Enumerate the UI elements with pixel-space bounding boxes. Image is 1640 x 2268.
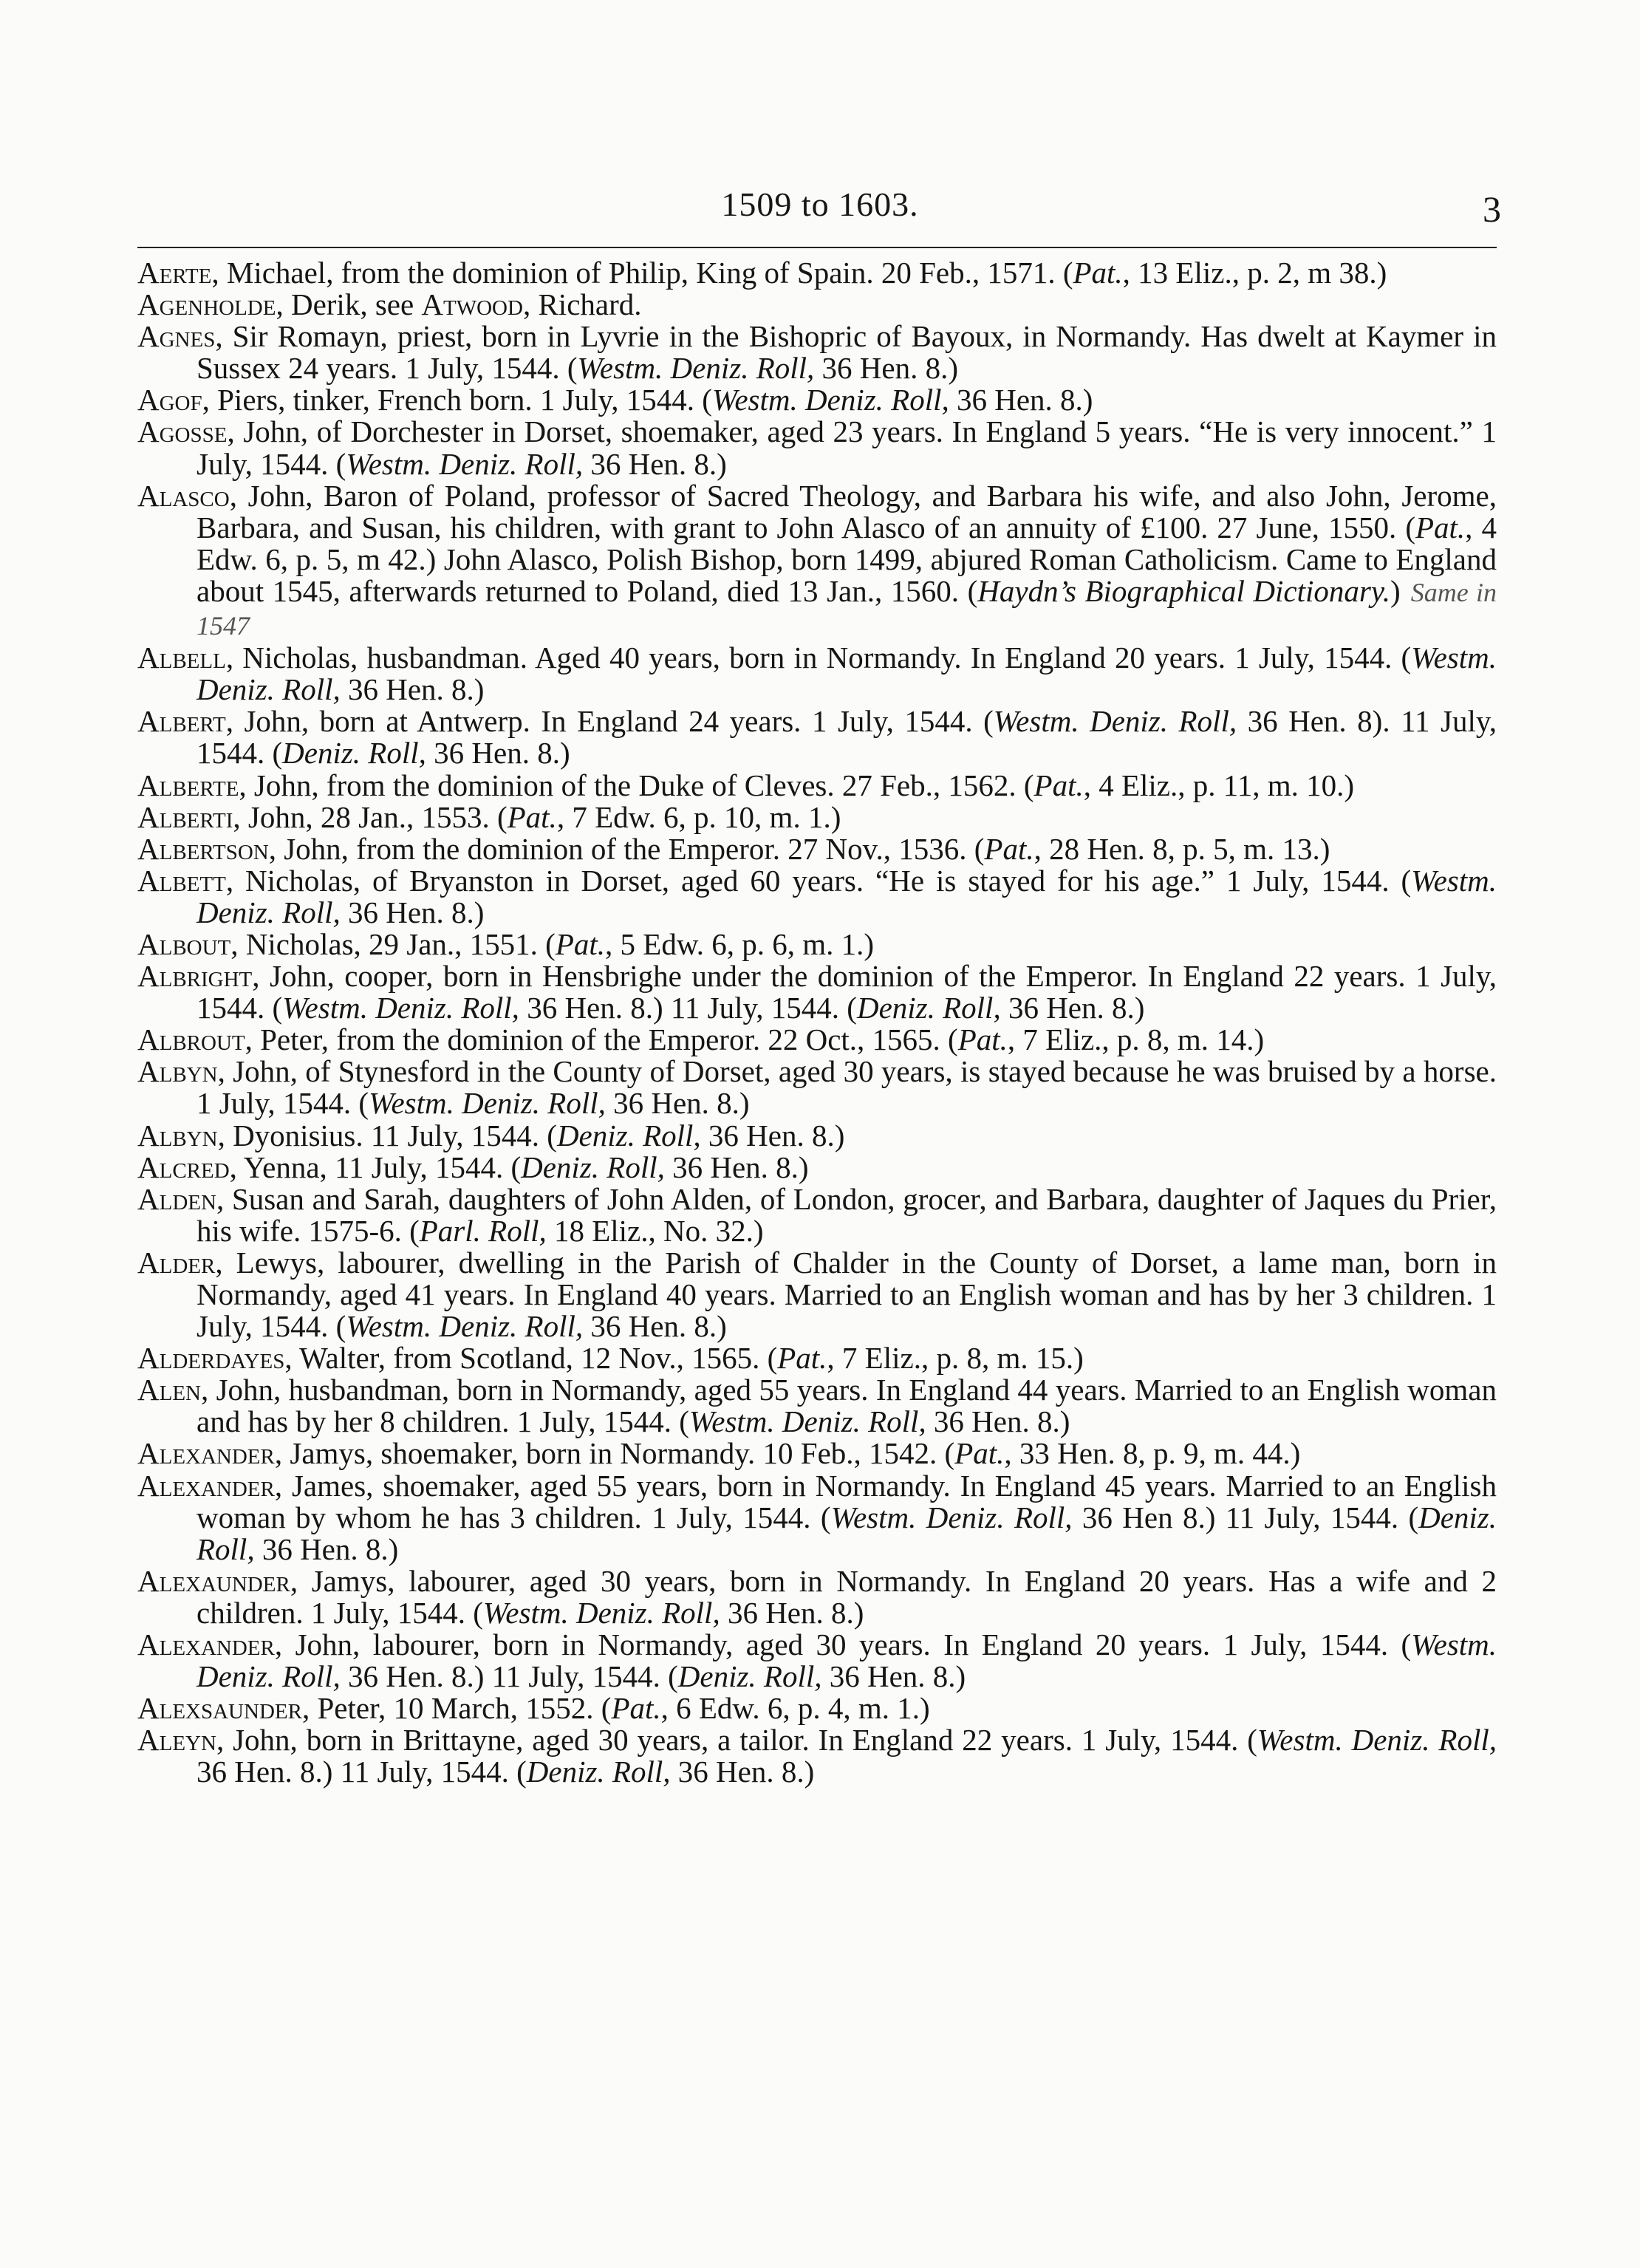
entry-text: , John, cooper, born in Hensbrighe under the dominion of the Emperor. In England 22 years. 1 July, 1544. ( — [197, 959, 1497, 1025]
source-citation: Pat. — [1415, 510, 1466, 544]
surname: Albout — [137, 926, 231, 961]
entry-text: , Michael, from the dominion of Philip, King of Spain. 20 Feb., 1571. ( — [211, 256, 1073, 290]
surname: Albyn — [137, 1054, 218, 1089]
entry-text: 36 Hen. 8.) — [700, 1118, 845, 1152]
entry-text: , Nicholas, 29 Jan., 1551. ( — [230, 926, 556, 961]
entry — [137, 1056, 1497, 1119]
entry-text: , John, 28 Jan., 1553. ( — [233, 799, 508, 834]
entry-text: ) — [1390, 573, 1401, 608]
entry-text: 36 Hen 8.) 11 July, 1544. ( — [1072, 1500, 1419, 1534]
source-citation: Westm. Deniz. Roll, — [369, 1086, 606, 1121]
surname: Alen — [137, 1373, 201, 1407]
entry — [137, 1629, 1497, 1693]
entry-text: 36 Hen. 8). 11 July, 1544. ( — [197, 704, 1497, 771]
source-citation: Deniz. Roll, — [282, 736, 426, 771]
entry-text: 36 Hen. 8.) — [605, 1086, 750, 1121]
surname: Albertson — [137, 831, 269, 866]
source-citation: Westm. Deniz. Roll, — [482, 1595, 720, 1630]
source-citation: Deniz. Roll, — [197, 1500, 1497, 1566]
source-citation: Pat. — [957, 1022, 1008, 1057]
entry-text: , John, of Dorchester in Dorset, shoemaker, aged 23 years. In England 5 years. “He is very innocent.” 1 July, 1544. ( — [197, 414, 1497, 481]
source-citation: Pat. — [1033, 768, 1084, 802]
entry-text: , Nicholas, of Bryanston in Dorset, aged 60 years. “He is stayed for his age.” 1 July, 1544. ( — [225, 863, 1412, 898]
surname: Alexander — [137, 1436, 275, 1471]
entry-text: 36 Hen. 8.) — [1000, 991, 1145, 1025]
entry — [137, 416, 1497, 479]
surname: Albright — [137, 959, 253, 994]
entry-text: 36 Hen. 8.) — [821, 1659, 966, 1694]
surname: Alderdayes — [137, 1341, 285, 1376]
entry — [137, 1120, 1497, 1152]
source-citation: Pat. — [507, 799, 557, 834]
source-citation: Pat. — [555, 926, 606, 961]
source-citation: Deniz. Roll, — [856, 991, 1001, 1025]
entry — [137, 1438, 1497, 1469]
entry — [137, 926, 1497, 961]
entry-text: , 13 Eliz., p. 2, m 38.) — [1122, 256, 1387, 290]
entry-text: 36 Hen. 8.) 11 July, 1544. ( — [340, 1659, 678, 1694]
entry-text: 36 Hen. 8.) 11 July, 1544. ( — [519, 991, 857, 1025]
entry-text: , 7 Edw. 6, p. 10, m. 1.) — [556, 799, 841, 834]
running-title: 1509 to 1603. — [721, 185, 919, 223]
entry-text: , 7 Eliz., p. 8, m. 15.) — [827, 1341, 1084, 1376]
entry-text: , John, husbandman, born in Normandy, aged 55 years. In England 44 years. Married to an English woman and has by her 8 children. 1 July, 1544. ( — [197, 1373, 1497, 1439]
surname: Alberte — [137, 768, 239, 802]
entry-text: , 5 Edw. 6, p. 6, m. 1.) — [605, 926, 875, 961]
entry — [137, 321, 1497, 384]
entry-text: , 6 Edw. 6, p. 4, m. 1.) — [660, 1691, 930, 1726]
entry-text: 36 Hen. 8.) 11 July, 1544. ( — [197, 1755, 527, 1789]
source-citation: Deniz. Roll, — [556, 1118, 701, 1152]
entry-text: , Sir Romayn, priest, born in Lyvrie in the Bishopric of Bayoux, in Normandy. Has dwelt at Kaymer in Sussex 24 years. 1 July, 1544. ( — [197, 319, 1497, 386]
surname: Alberti — [137, 799, 233, 834]
entry — [137, 1470, 1497, 1565]
entry — [137, 1693, 1497, 1724]
entry-text: , 4 Edw. 6, p. 5, m 42.) John Alasco, Polish Bishop, born 1499, abjured Roman Catholicism. Came to England about 1545, afterwards returned to Poland, died 13 Jan., 1560. ( — [197, 510, 1497, 608]
source-citation: Parl. Roll, — [419, 1213, 547, 1248]
entry-text: , James, shoemaker, aged 55 years, born in Normandy. In England 45 years. Married to an English woman by whom he has 3 children. 1 July, 1544. ( — [197, 1468, 1497, 1534]
entry-text: 36 Hen. 8.) — [926, 1404, 1070, 1439]
entry-text: , John, of Stynesford in the County of Dorset, aged 30 years, is stayed because he was bruised by a horse. 1 July, 1544. ( — [197, 1054, 1497, 1121]
entry — [137, 1247, 1497, 1342]
entry-text: , John, born in Brittayne, aged 30 years, a tailor. In England 22 years. 1 July, 1544. ( — [216, 1723, 1257, 1758]
entry — [137, 833, 1497, 865]
entry-text: 36 Hen. 8.) — [664, 1150, 809, 1184]
entry-text: 36 Hen. 8.) — [583, 1309, 727, 1344]
entry — [137, 257, 1497, 289]
entry-list — [137, 257, 1497, 1789]
entry-text: , Susan and Sarah, daughters of John Alden, of London, grocer, and Barbara, daughter of Jaques du Prier, his wife. 1575-6. ( — [197, 1181, 1497, 1248]
entry — [137, 1565, 1497, 1629]
entry — [137, 1724, 1497, 1788]
entry-text: , Nicholas, husbandman. Aged 40 years, born in Normandy. In England 20 years. 1 July, 1544. ( — [225, 641, 1412, 675]
source-citation: Westm. Deniz. Roll, — [197, 641, 1497, 707]
entry-text: 36 Hen. 8.) — [583, 446, 727, 481]
entry-text: , John, from the dominion of the Duke of Cleves. 27 Feb., 1562. ( — [239, 768, 1034, 802]
source-citation: Westm. Deniz. Roll, — [711, 383, 949, 417]
surname: Albrout — [137, 1022, 245, 1057]
entry — [137, 1183, 1497, 1247]
entry-text: 36 Hen. 8.) — [426, 736, 570, 771]
source-citation: Westm. Deniz. Roll, — [197, 863, 1497, 929]
source-citation: Westm. Deniz. Roll, — [830, 1500, 1073, 1534]
entry-text: , Peter, from the dominion of the Emperor. 22 Oct., 1565. ( — [245, 1022, 958, 1057]
entry-text: , John, labourer, born in Normandy, aged 30 years. In England 20 years. 1 July, 1544. ( — [274, 1627, 1412, 1662]
entry — [137, 642, 1497, 706]
entry — [137, 289, 1497, 321]
entry — [137, 706, 1497, 769]
entry — [137, 1024, 1497, 1056]
source-citation: Pat. — [954, 1436, 1005, 1471]
page-header — [0, 185, 1640, 236]
entry-text: 36 Hen. 8.) — [670, 1755, 815, 1789]
source-citation: Westm. Deniz. Roll, — [346, 446, 584, 481]
entry-text: , Jamys, labourer, aged 30 years, born in Normandy. In England 20 years. Has a wife and 2 children. 1 July, 1544. ( — [197, 1563, 1497, 1630]
surname: Agosse — [137, 414, 228, 449]
entry-text: 36 Hen. 8.) — [814, 351, 959, 386]
surname: Aleyn — [137, 1723, 216, 1758]
entry-text: 18 Eliz., No. 32.) — [546, 1213, 764, 1248]
surname: Agenholde — [137, 287, 276, 322]
entry-text: , Richard. — [522, 287, 642, 322]
entry-text: , 7 Eliz., p. 8, m. 14.) — [1007, 1022, 1265, 1057]
entry-text: , Dyonisius. 11 July, 1544. ( — [217, 1118, 557, 1152]
entry — [137, 770, 1497, 802]
source-citation: Westm. Deniz. Roll, — [993, 704, 1237, 739]
entry-text: , 4 Eliz., p. 11, m. 10.) — [1083, 768, 1355, 802]
entry-text: 36 Hen. 8.) — [340, 672, 485, 707]
entry — [137, 1152, 1497, 1183]
entry-text: , Jamys, shoemaker, born in Normandy. 10 Feb., 1542. ( — [274, 1436, 955, 1471]
source-citation: Pat. — [1073, 256, 1123, 290]
entry-text: , Yenna, 11 July, 1544. ( — [229, 1150, 522, 1184]
page-number: 3 — [1483, 188, 1501, 230]
source-citation: Westm. Deniz. Roll, — [689, 1404, 926, 1439]
source-citation: Pat. — [611, 1691, 661, 1726]
surname: Alexsaunder — [137, 1691, 302, 1726]
entry-text: , 28 Hen. 8, p. 5, m. 13.) — [1033, 831, 1330, 866]
entry-text: , John, Baron of Poland, professor of Sacred Theology, and Barbara his wife, and also John, Jerome, Barbara, and Susan, his children, with grant to John Alasco of an annuity of £100. 27 June, 1550. ( — [197, 478, 1497, 544]
source-citation: Pat. — [984, 831, 1034, 866]
entry-text: , John, born at Antwerp. In England 24 years. 1 July, 1544. ( — [225, 704, 994, 739]
entry — [137, 384, 1497, 416]
surname: Alexander — [137, 1627, 275, 1662]
source-citation: Deniz. Roll, — [521, 1150, 665, 1184]
entry-text: , Peter, 10 March, 1552. ( — [301, 1691, 612, 1726]
source-citation: Westm. Deniz. Roll, — [577, 351, 815, 386]
surname: Alexander — [137, 1468, 275, 1503]
entry — [137, 799, 1497, 834]
source-citation: Deniz. Roll, — [677, 1659, 822, 1694]
entry — [137, 1374, 1497, 1438]
surname: Alcred — [137, 1150, 230, 1184]
source-citation: Westm. Deniz. Roll, — [346, 1309, 584, 1344]
source-citation: Deniz. Roll, — [526, 1755, 671, 1789]
source-citation: Westm. Deniz. Roll, — [282, 991, 519, 1025]
entry-text: 36 Hen. 8.) — [340, 895, 485, 929]
entry-text: , Piers, tinker, French born. 1 July, 1544. ( — [202, 383, 712, 417]
source-citation: Haydn’s Biographical Dictionary. — [977, 573, 1391, 608]
source-citation: Westm. Deniz. Roll, — [1257, 1723, 1497, 1758]
header-rule — [137, 247, 1497, 248]
surname: Agof — [137, 383, 202, 417]
surname: Agnes — [137, 319, 216, 354]
source-citation: Westm. Deniz. Roll, — [197, 1627, 1497, 1694]
surname: Albett — [137, 863, 226, 898]
entry — [137, 960, 1497, 1024]
entry — [137, 1342, 1497, 1374]
entry — [137, 480, 1497, 642]
surname: Alexaunder — [137, 1563, 290, 1598]
surname: Albert — [137, 704, 226, 739]
entry — [137, 865, 1497, 929]
entry-text: , Walter, from Scotland, 12 Nov., 1565. ( — [284, 1341, 778, 1376]
source-citation: Pat. — [777, 1341, 827, 1376]
handwritten-note: Same in 1547 — [197, 577, 1497, 641]
surname: Albell — [137, 641, 226, 675]
entry-text: 36 Hen. 8.) — [949, 383, 1093, 417]
surname: Albyn — [137, 1118, 218, 1152]
entry-text: , Derik, see — [276, 287, 422, 322]
surname: Aerte — [137, 256, 212, 290]
surname: Alder — [137, 1245, 216, 1280]
entry-text: 36 Hen. 8.) — [720, 1595, 864, 1630]
entry-text: , John, from the dominion of the Emperor. 27 Nov., 1536. ( — [268, 831, 985, 866]
entry-text: 36 Hen. 8.) — [254, 1531, 399, 1566]
surname: Alasco — [137, 478, 230, 513]
entry-text: , 33 Hen. 8, p. 9, m. 44.) — [1004, 1436, 1301, 1471]
entry-text: , Lewys, labourer, dwelling in the Parish of Chalder in the County of Dorset, a lame man, born in Normandy, aged 41 years. In England 40 years. Married to an English woman and has by her 3 children. 1 July, 1544. ( — [197, 1245, 1497, 1344]
cross-ref-name: Atwood — [421, 287, 523, 322]
surname: Alden — [137, 1181, 216, 1216]
